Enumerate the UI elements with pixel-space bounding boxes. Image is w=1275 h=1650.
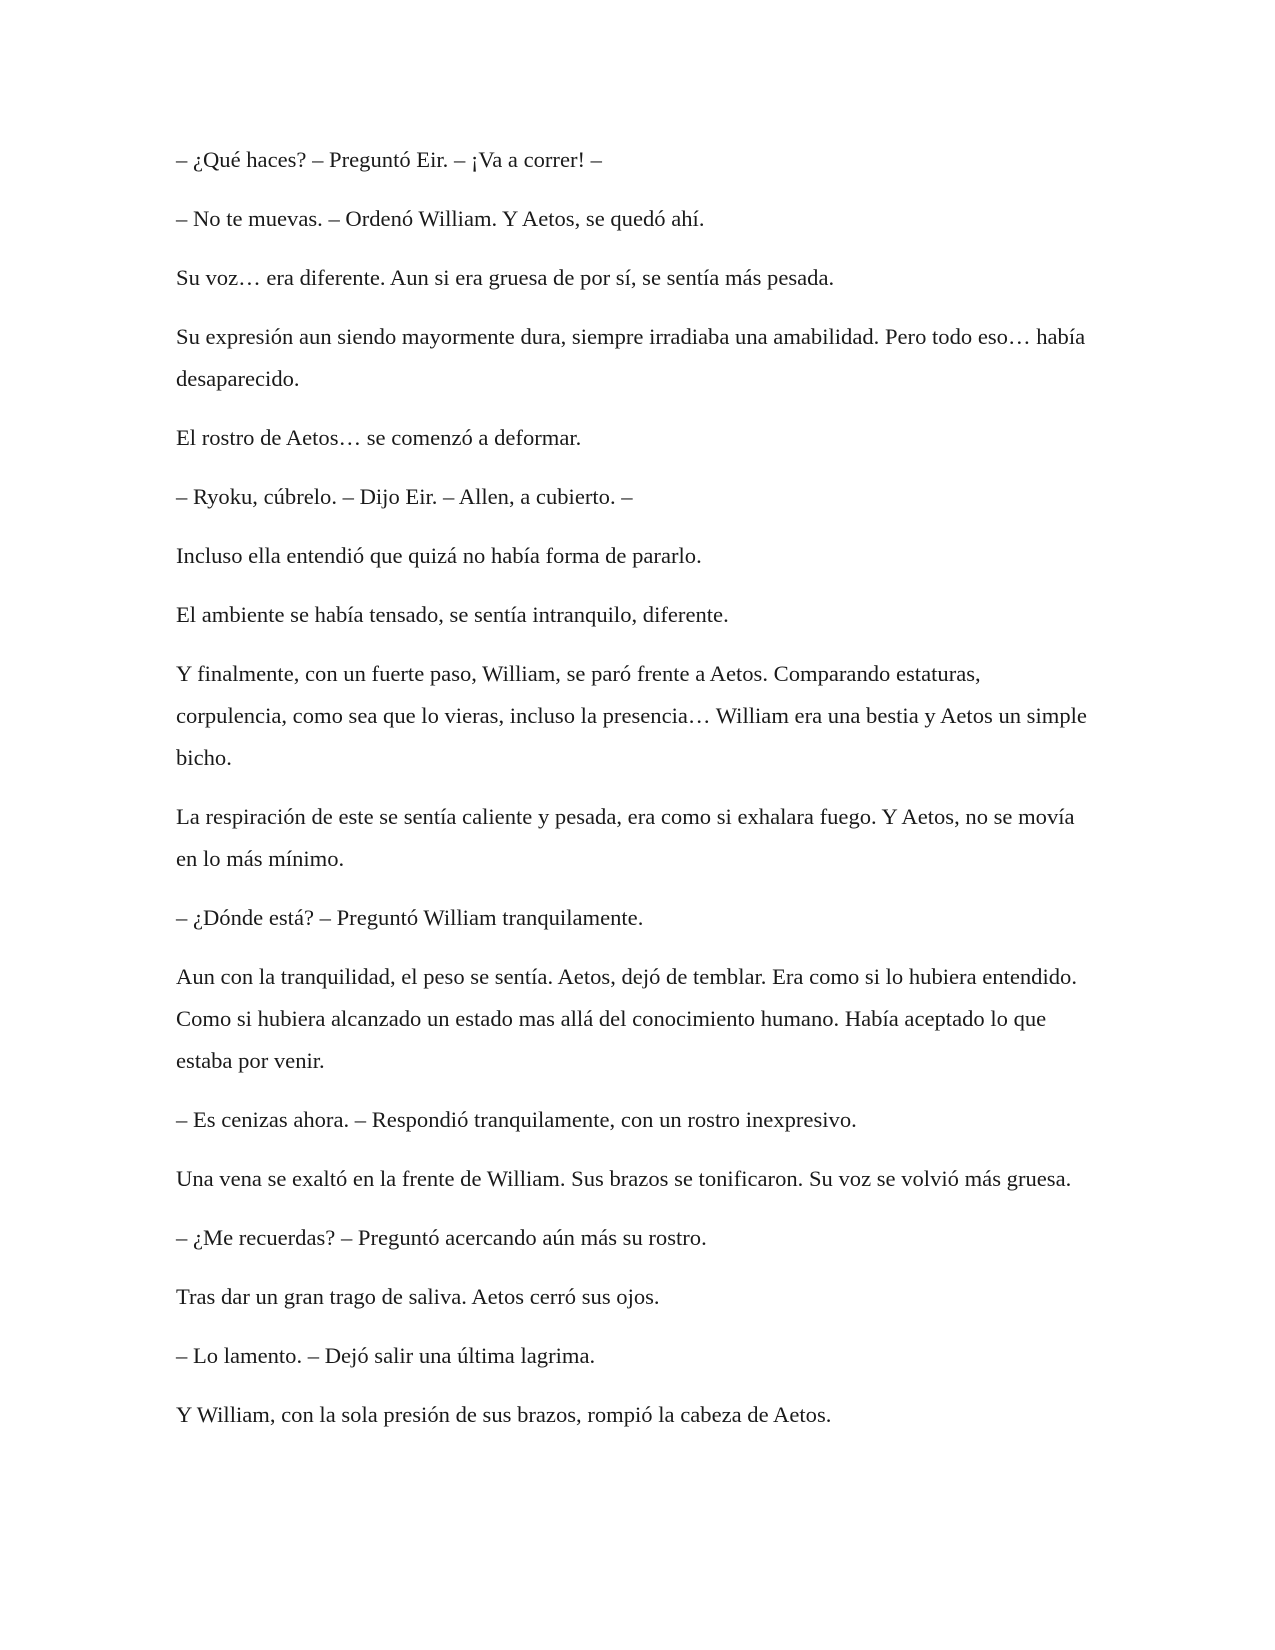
paragraph-13: – Es cenizas ahora. – Respondió tranquilamente, con un rostro inexpresivo. [176,1107,857,1132]
paragraph-11: – ¿Dónde está? – Preguntó William tranquilamente. [176,905,644,930]
paragraph-1: – ¿Qué haces? – Preguntó Eir. – ¡Va a correr! – [176,147,602,172]
paragraph-12: Aun con la tranquilidad, el peso se sentía. Aetos, dejó de temblar. Era como si lo hubiera entendido. Como si hubiera alcanzado un estado mas allá del conocimiento humano. Había aceptado lo que estaba por venir. [176,964,1078,1073]
paragraph-3: Su voz… era diferente. Aun si era gruesa de por sí, se sentía más pesada. [176,265,835,290]
paragraph-2: – No te muevas. – Ordenó William. Y Aetos, se quedó ahí. [176,206,705,231]
paragraph-9: Y finalmente, con un fuerte paso, William, se paró frente a Aetos. Comparando estaturas, corpulencia, como sea que lo vieras, incluso la presencia… William era una bestia y Aetos un simple bicho. [176,661,1087,770]
paragraph-8: El ambiente se había tensado, se sentía intranquilo, diferente. [176,602,729,627]
paragraph-16: Tras dar un gran trago de saliva. Aetos cerró sus ojos. [176,1284,660,1309]
paragraph-14: Una vena se exaltó en la frente de William. Sus brazos se tonificaron. Su voz se volvió más gruesa. [176,1166,1072,1191]
paragraph-10: La respiración de este se sentía caliente y pesada, era como si exhalara fuego. Y Aetos, no se movía en lo más mínimo. [176,804,1075,871]
paragraph-15: – ¿Me recuerdas? – Preguntó acercando aún más su rostro. [176,1225,707,1250]
paragraph-5: El rostro de Aetos… se comenzó a deformar. [176,425,582,450]
paragraph-17: – Lo lamento. – Dejó salir una última lagrima. [176,1343,596,1368]
document-body [176,139,1096,1453]
paragraph-7: Incluso ella entendió que quizá no había forma de pararlo. [176,543,702,568]
paragraph-18: Y William, con la sola presión de sus brazos, rompió la cabeza de Aetos. [176,1402,832,1427]
paragraph-4: Su expresión aun siendo mayormente dura, siempre irradiaba una amabilidad. Pero todo eso… había desaparecido. [176,324,1086,391]
paragraph-6: – Ryoku, cúbrelo. – Dijo Eir. – Allen, a cubierto. – [176,484,633,509]
